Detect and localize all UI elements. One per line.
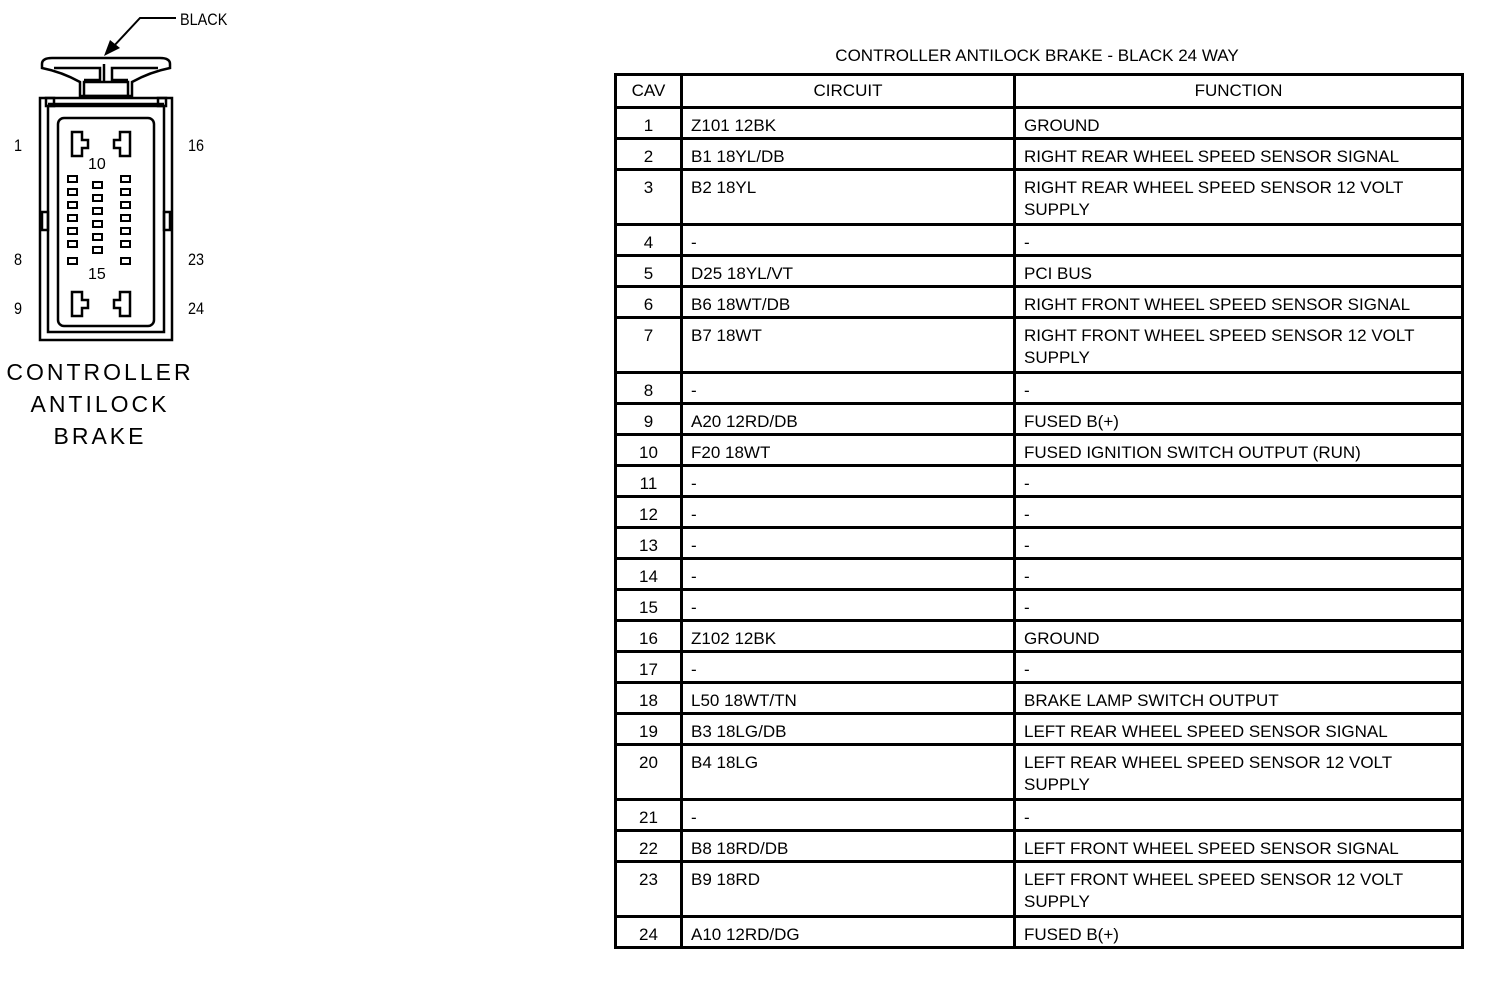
circuit-cell: - <box>682 559 1015 590</box>
header-function: FUNCTION <box>1015 75 1463 108</box>
cav-cell: 14 <box>616 559 682 590</box>
cav-cell: 2 <box>616 139 682 170</box>
cav-cell: 16 <box>616 621 682 652</box>
circuit-cell: - <box>682 466 1015 497</box>
function-cell: - <box>1015 652 1463 683</box>
connector-body <box>40 98 172 340</box>
circuit-cell: F20 18WT <box>682 435 1015 466</box>
function-cell: - <box>1015 225 1463 256</box>
circuit-cell: Z102 12BK <box>682 621 1015 652</box>
table-row <box>616 800 1463 831</box>
function-cell: RIGHT REAR WHEEL SPEED SENSOR 12 VOLT SUPPLY <box>1015 170 1463 225</box>
cav-cell: 6 <box>616 287 682 318</box>
table-row <box>616 404 1463 435</box>
pin-label-16: 16 <box>188 136 205 155</box>
caption-line: CONTROLLER <box>6 359 194 385</box>
circuit-cell: B4 18LG <box>682 745 1015 800</box>
function-cell: GROUND <box>1015 621 1463 652</box>
circuit-cell: B3 18LG/DB <box>682 714 1015 745</box>
function-cell: LEFT FRONT WHEEL SPEED SENSOR 12 VOLT SUPPLY <box>1015 862 1463 917</box>
circuit-cell: - <box>682 528 1015 559</box>
function-cell: BRAKE LAMP SWITCH OUTPUT <box>1015 683 1463 714</box>
table-row <box>616 466 1463 497</box>
circuit-cell: - <box>682 590 1015 621</box>
table-row <box>616 862 1463 917</box>
pin-label-24: 24 <box>188 299 205 318</box>
cav-cell: 21 <box>616 800 682 831</box>
inner-label-15: 15 <box>88 266 106 283</box>
pin-label-9: 9 <box>14 299 23 318</box>
table-row <box>616 139 1463 170</box>
circuit-cell: B6 18WT/DB <box>682 287 1015 318</box>
cav-cell: 23 <box>616 862 682 917</box>
cav-cell: 5 <box>616 256 682 287</box>
circuit-cell: - <box>682 497 1015 528</box>
table-row <box>616 287 1463 318</box>
cav-cell: 8 <box>616 373 682 404</box>
function-cell: - <box>1015 466 1463 497</box>
table-body <box>616 108 1463 948</box>
cav-cell: 9 <box>616 404 682 435</box>
circuit-cell: B7 18WT <box>682 318 1015 373</box>
cav-cell: 3 <box>616 170 682 225</box>
function-cell: - <box>1015 497 1463 528</box>
header-circuit: CIRCUIT <box>682 75 1015 108</box>
function-cell: RIGHT REAR WHEEL SPEED SENSOR SIGNAL <box>1015 139 1463 170</box>
header-cav: CAV <box>616 75 682 108</box>
table-row <box>616 225 1463 256</box>
pin-table <box>614 73 1464 949</box>
function-cell: PCI BUS <box>1015 256 1463 287</box>
pin-label-23: 23 <box>188 250 205 269</box>
cav-cell: 24 <box>616 917 682 948</box>
cav-cell: 15 <box>616 590 682 621</box>
connector-latch <box>42 58 170 96</box>
pin-label-8: 8 <box>14 250 23 269</box>
table-row <box>616 373 1463 404</box>
circuit-cell: - <box>682 225 1015 256</box>
table-row <box>616 170 1463 225</box>
cav-cell: 10 <box>616 435 682 466</box>
table-row <box>616 917 1463 948</box>
small-terminals <box>68 176 130 264</box>
function-cell: GROUND <box>1015 108 1463 139</box>
cav-cell: 1 <box>616 108 682 139</box>
function-cell: FUSED IGNITION SWITCH OUTPUT (RUN) <box>1015 435 1463 466</box>
caption-line: ANTILOCK <box>30 391 170 417</box>
function-cell: - <box>1015 800 1463 831</box>
cav-cell: 18 <box>616 683 682 714</box>
table-row <box>616 256 1463 287</box>
table-row <box>616 318 1463 373</box>
function-cell: RIGHT FRONT WHEEL SPEED SENSOR SIGNAL <box>1015 287 1463 318</box>
table-row <box>616 497 1463 528</box>
function-cell: - <box>1015 528 1463 559</box>
cav-cell: 13 <box>616 528 682 559</box>
pin-label-1: 1 <box>14 136 23 155</box>
table-title: CONTROLLER ANTILOCK BRAKE - BLACK 24 WAY <box>835 46 1239 65</box>
table-row <box>616 652 1463 683</box>
table-row <box>616 714 1463 745</box>
circuit-cell: L50 18WT/TN <box>682 683 1015 714</box>
connector-diagram <box>0 0 260 460</box>
table-row <box>616 590 1463 621</box>
function-cell: - <box>1015 559 1463 590</box>
cav-cell: 7 <box>616 318 682 373</box>
connector-caption <box>0 356 200 452</box>
circuit-cell: Z101 12BK <box>682 108 1015 139</box>
function-cell: - <box>1015 373 1463 404</box>
function-cell: LEFT REAR WHEEL SPEED SENSOR 12 VOLT SUPPLY <box>1015 745 1463 800</box>
circuit-cell: - <box>682 800 1015 831</box>
table-row <box>616 683 1463 714</box>
function-cell: LEFT FRONT WHEEL SPEED SENSOR SIGNAL <box>1015 831 1463 862</box>
connector-color-label: BLACK <box>180 10 228 29</box>
color-callout-arrow <box>112 18 176 48</box>
function-cell: LEFT REAR WHEEL SPEED SENSOR SIGNAL <box>1015 714 1463 745</box>
cav-cell: 11 <box>616 466 682 497</box>
circuit-cell: A10 12RD/DG <box>682 917 1015 948</box>
table-row <box>616 528 1463 559</box>
circuit-cell: B9 18RD <box>682 862 1015 917</box>
cav-cell: 4 <box>616 225 682 256</box>
circuit-cell: B2 18YL <box>682 170 1015 225</box>
table-row <box>616 108 1463 139</box>
function-cell: RIGHT FRONT WHEEL SPEED SENSOR 12 VOLT SUPPLY <box>1015 318 1463 373</box>
cav-cell: 22 <box>616 831 682 862</box>
caption-line: BRAKE <box>53 423 147 449</box>
inner-label-10: 10 <box>88 156 106 173</box>
circuit-cell: B8 18RD/DB <box>682 831 1015 862</box>
function-cell: FUSED B(+) <box>1015 917 1463 948</box>
cav-cell: 20 <box>616 745 682 800</box>
table-row <box>616 745 1463 800</box>
table-header-row <box>616 75 1463 108</box>
table-row <box>616 559 1463 590</box>
cav-cell: 12 <box>616 497 682 528</box>
circuit-cell: - <box>682 652 1015 683</box>
cav-cell: 19 <box>616 714 682 745</box>
circuit-cell: A20 12RD/DB <box>682 404 1015 435</box>
circuit-cell: B1 18YL/DB <box>682 139 1015 170</box>
circuit-cell: D25 18YL/VT <box>682 256 1015 287</box>
function-cell: FUSED B(+) <box>1015 404 1463 435</box>
cav-cell: 17 <box>616 652 682 683</box>
table-row <box>616 435 1463 466</box>
circuit-cell: - <box>682 373 1015 404</box>
table-row <box>616 621 1463 652</box>
table-row <box>616 831 1463 862</box>
function-cell: - <box>1015 590 1463 621</box>
